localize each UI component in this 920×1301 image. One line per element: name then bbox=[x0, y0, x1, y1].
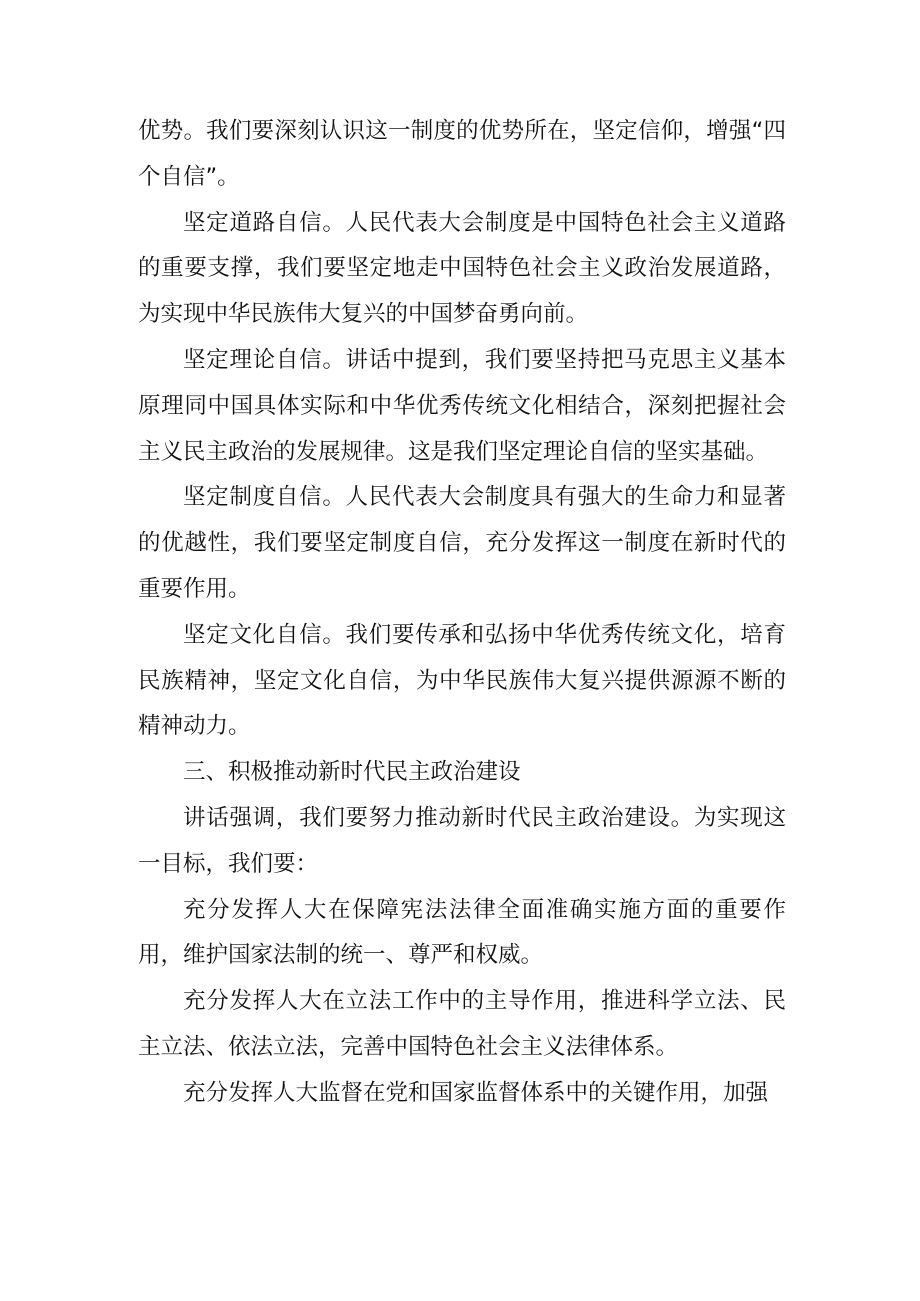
paragraph-speech-emphasis: 讲话强调，我们要努力推动新时代民主政治建设。为实现这一目标，我们要： bbox=[138, 804, 786, 877]
paragraph-advantage-continuation: 优势。我们要深刻认识这一制度的优势所在，坚定信仰，增强“四个自信”。 bbox=[138, 118, 786, 190]
paragraph-constitution-role: 充分发挥人大在保障宪法法律全面准确实施方面的重要作用，维护国家法制的统一、尊严和权威。 bbox=[138, 896, 786, 969]
paragraph-supervision-role: 充分发挥人大监督在党和国家监督体系中的关键作用，加强 bbox=[183, 1079, 769, 1106]
paragraph-theory-confidence: 坚定理论自信。讲话中提到，我们要坚持把马克思主义基本原理同中国具体实际和中华优秀传统文化相结合，深刻把握社会主义民主政治的发展规律。这是我们坚定理论自信的坚实基础。 bbox=[138, 346, 786, 465]
paragraph-system-confidence: 坚定制度自信。人民代表大会制度具有强大的生命力和显著的优越性，我们要坚定制度自信，充分发挥这一制度在新时代的重要作用。 bbox=[138, 484, 786, 602]
document-body bbox=[138, 109, 786, 1117]
section-heading-three: 三、积极推动新时代民主政治建设 bbox=[183, 759, 521, 786]
paragraph-path-confidence: 坚定道路自信。人民代表大会制度是中国特色社会主义道路的重要支撑，我们要坚定地走中国特色社会主义政治发展道路，为实现中华民族伟大复兴的中国梦奋勇向前。 bbox=[138, 209, 786, 328]
paragraph-culture-confidence: 坚定文化自信。我们要传承和弘扬中华优秀传统文化，培育民族精神，坚定文化自信，为中华民族伟大复兴提供源源不断的精神动力。 bbox=[138, 621, 786, 740]
paragraph-legislation-role: 充分发挥人大在立法工作中的主导作用，推进科学立法、民主立法、依法立法，完善中国特色社会主义法律体系。 bbox=[138, 988, 786, 1060]
